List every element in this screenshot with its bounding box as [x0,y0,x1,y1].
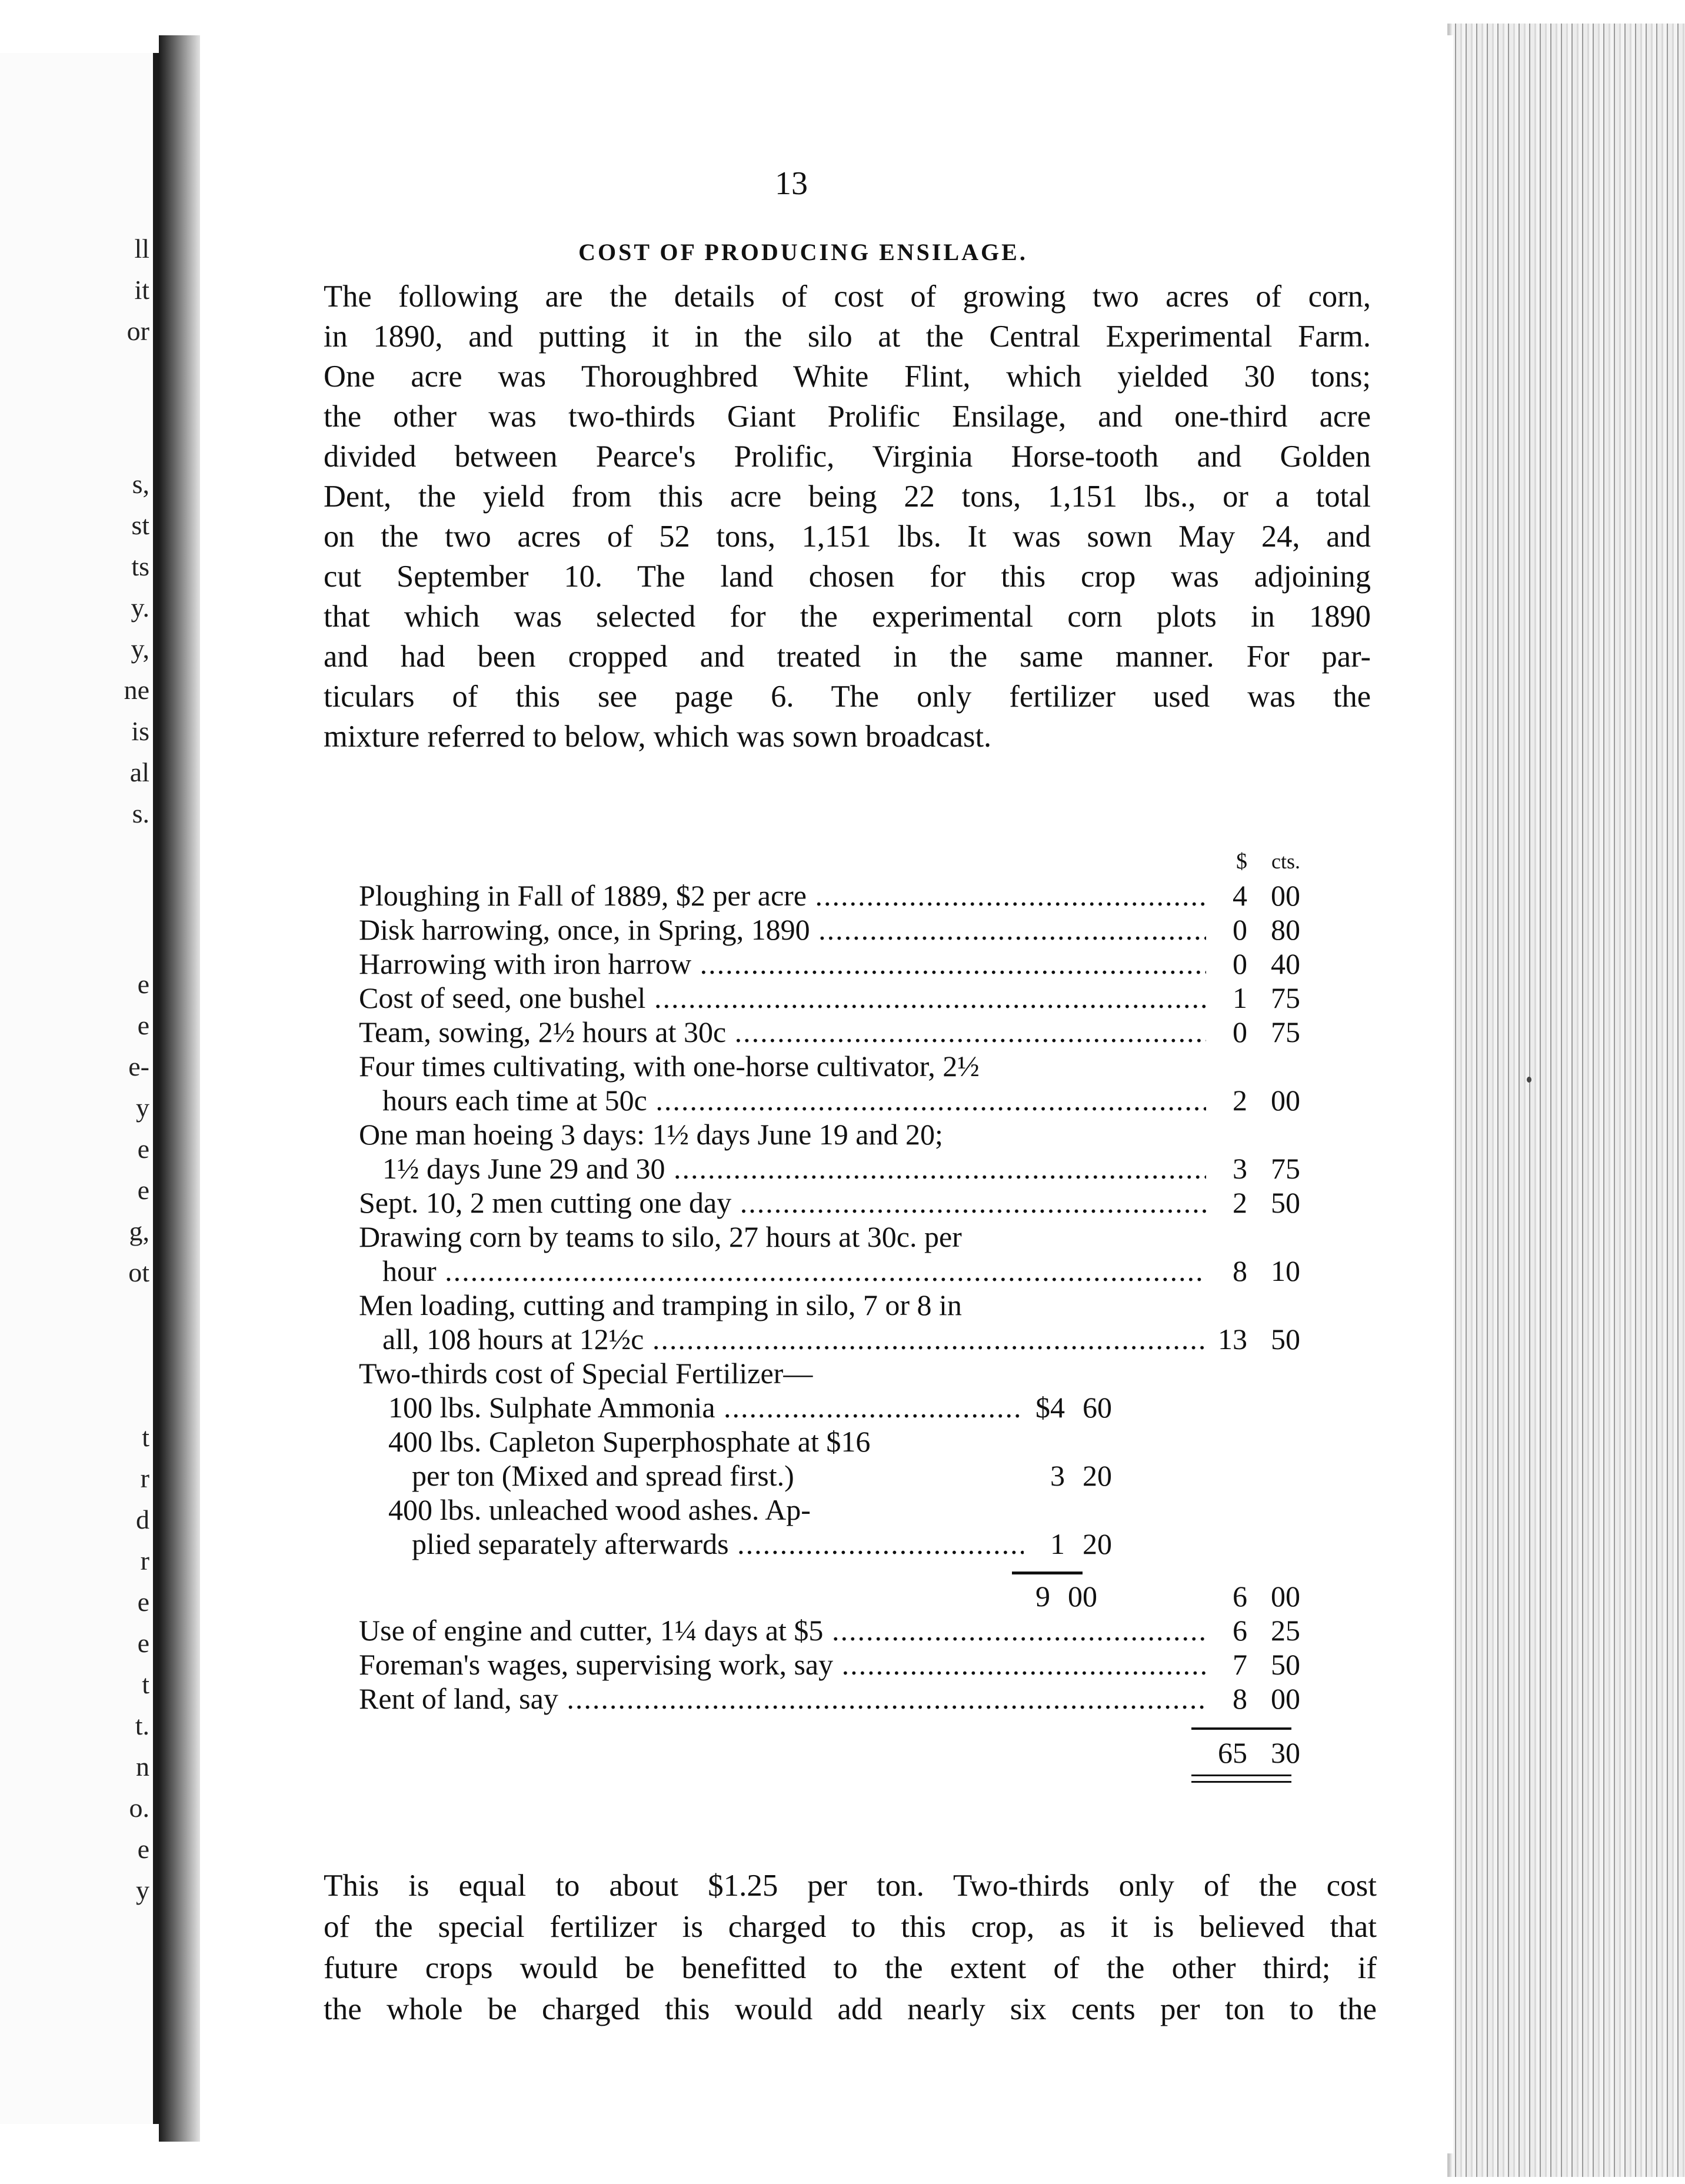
facing-page-fragment: ll [134,234,149,264]
fertilizer-subtotal-row [359,1579,1300,1613]
cost-cents: 10 [1271,1254,1300,1287]
page-edges [1447,24,1685,2177]
total-dollars: 65 [1218,1736,1247,1769]
cents-header: cts. [1271,850,1300,873]
facing-page-fragment: y [136,1093,149,1123]
fertilizer-description: 400 lbs. Capleton Superphosphate at $16 [388,1425,871,1458]
fertilizer-subtotal-dollars: 9 [1035,1580,1050,1613]
facing-page-fragment: t [142,1422,149,1452]
facing-page-fragment: e [137,1628,149,1658]
facing-page-fragment: g, [129,1216,149,1246]
facing-page-fragment: is [131,716,149,746]
fertilizer-heading-row [359,1356,1300,1390]
cost-description: Men loading, cutting and tramping in silo, 7 or 8 in [359,1289,962,1321]
fertilizer-dollars: $4 [1035,1391,1065,1424]
fertilizer-row-first-line [388,1424,1112,1459]
cost-row [359,913,1300,947]
total-cents: 30 [1271,1736,1300,1769]
facing-page-fragment: n [136,1752,149,1782]
intro-line: mixture referred to below, which was sown broadcast. [324,720,992,754]
cost-cents: 50 [1271,1323,1300,1356]
cost-description: Harrowing with iron harrow ..... [359,947,1206,981]
fertilizer-cents: 60 [1083,1391,1112,1424]
fertilizer-dollars: 1 [1050,1527,1065,1560]
cost-row [359,1151,1300,1186]
cost-dollars: 4 [1233,879,1247,912]
cost-description: Foreman's wages, supervising work, say ..... [359,1647,1206,1682]
cost-description: Cost of seed, one bushel ..... [359,981,1206,1015]
fertilizer-charged-cents: 00 [1271,1580,1300,1613]
fertilizer-dollars: 3 [1050,1459,1065,1492]
facing-page-fragment: y [136,1875,149,1905]
cost-cents: 75 [1271,1016,1300,1048]
cost-row [359,1186,1300,1220]
cost-description-continued: all, 108 hours at 12½c ..... [359,1322,1206,1356]
fertilizer-heading: Two-thirds cost of Special Fertilizer— [359,1357,813,1390]
fertilizer-description-continued: per ton (Mixed and spread first.) [412,1459,794,1492]
facing-page-fragment: d [136,1504,149,1534]
facing-page-fragment: st [131,510,149,540]
cost-description: Sept. 10, 2 men cutting one day ..... [359,1186,1206,1220]
cost-dollars: 2 [1233,1186,1247,1219]
cost-dollars: 7 [1233,1648,1247,1681]
cost-cents: 50 [1271,1186,1300,1219]
intro-line: The following are the details of cost of growing two acres of corn, [324,279,1371,314]
facing-page-fragment: r [140,1463,149,1493]
intro-line: that which was selected for the experimental corn plots in 1890 [324,600,1371,634]
fertilizer-description: 400 lbs. unleached wood ashes. Ap- [388,1493,811,1526]
currency-header: $ [1236,849,1247,874]
facing-page-fragment: e [137,1834,149,1864]
facing-page-fragment: e [137,969,149,999]
cost-description: Rent of land, say ..... [359,1682,1206,1716]
cost-dollars: 13 [1218,1323,1247,1356]
cost-dollars: 6 [1233,1614,1247,1647]
cost-cents: 00 [1271,1084,1300,1117]
intro-paragraph [324,277,1371,757]
closing-line: future crops would be benefitted to the extent of the other third; if [324,1951,1377,1985]
cost-cents: 00 [1271,1682,1300,1715]
facing-page-fragment: ot [128,1257,149,1287]
intro-line: ticulars of this see page 6. The only fertilizer used was the [324,680,1371,714]
fertilizer-cents: 20 [1083,1459,1112,1492]
cost-dollars: 8 [1233,1254,1247,1287]
fertilizer-charged-dollars: 6 [1233,1580,1247,1613]
fertilizer-breakdown [388,1390,1112,1561]
cost-cents: 75 [1271,1152,1300,1185]
facing-page-fragment: or [126,316,149,346]
cost-row [359,1015,1300,1049]
cost-description: Ploughing in Fall of 1889, $2 per acre ..... [359,878,1206,913]
cost-row [359,947,1300,981]
cost-dollars: 3 [1233,1152,1247,1185]
book-page [200,35,1453,2153]
total-rule [1191,1727,1291,1730]
cost-dollars: 2 [1233,1084,1247,1117]
fertilizer-subtotal-cents: 00 [1068,1580,1097,1613]
cost-dollars: 8 [1233,1682,1247,1715]
fertilizer-row [388,1459,1112,1493]
cost-row-first-line [359,1220,1300,1254]
cost-row-first-line [359,1288,1300,1322]
intro-line: divided between Pearce's Prolific, Virginia Horse-tooth and Golden [324,440,1371,474]
section-heading: COST OF PRODUCING ENSILAGE. [578,239,1028,265]
facing-page-fragment: t. [135,1710,149,1740]
cost-dollars: 1 [1233,981,1247,1014]
cost-cents: 00 [1271,879,1300,912]
cost-description: One man hoeing 3 days: 1½ days June 19 and 20; [359,1118,943,1151]
intro-line: in 1890, and putting it in the silo at the Central Experimental Farm. [324,319,1371,354]
facing-page-fragment: t [142,1669,149,1699]
cost-row [359,1083,1300,1117]
facing-page-fragment: o. [129,1793,149,1823]
intro-line: Dent, the yield from this acre being 22 tons, 1,151 lbs., or a total [324,480,1371,514]
cost-description: Team, sowing, 2½ hours at 30c ..... [359,1015,1206,1049]
fertilizer-row-first-line [388,1493,1112,1527]
cost-row [359,1254,1300,1288]
cost-row [359,878,1300,913]
intro-line: the other was two-thirds Giant Prolific Ensilage, and one-third acre [324,399,1371,434]
facing-page-fragment: e [137,1175,149,1205]
facing-page-fragment: e [137,1134,149,1164]
fertilizer-row [388,1527,1112,1561]
cost-cents: 25 [1271,1614,1300,1647]
intro-line: on the two acres of 52 tons, 1,151 lbs. It was sown May 24, and [324,520,1371,554]
cost-dollars: 0 [1233,947,1247,980]
fertilizer-description-continued: plied separately afterwards ..... [388,1527,1024,1561]
cost-row [359,1322,1300,1356]
total-double-rule [1191,1774,1291,1783]
facing-page-fragment: ne [124,675,149,705]
cost-description-continued: 1½ days June 29 and 30 ..... [359,1151,1206,1186]
cost-description: Use of engine and cutter, 1¼ days at $5 ..... [359,1613,1206,1647]
cost-description: Drawing corn by teams to silo, 27 hours at 30c. per [359,1220,962,1253]
cost-table [359,844,1300,1783]
cost-row-first-line [359,1049,1300,1083]
cost-dollars: 0 [1233,1016,1247,1048]
cost-description-continued: hour ..... [359,1254,1206,1288]
cost-description: Four times cultivating, with one-horse cultivator, 2½ [359,1050,980,1083]
cost-row [359,981,1300,1015]
cost-cents: 50 [1271,1648,1300,1681]
cost-cents: 40 [1271,947,1300,980]
closing-line: This is equal to about $1.25 per ton. Two-thirds only of the cost [324,1869,1377,1903]
intro-line: cut September 10. The land chosen for this crop was adjoining [324,560,1371,594]
fertilizer-row [388,1390,1112,1424]
facing-page-fragment: al [129,757,149,787]
facing-page-fragment: s. [132,798,149,828]
cost-row [359,1613,1300,1647]
facing-page-fragment: e [137,1587,149,1617]
subtotal-rule [1012,1572,1083,1574]
ink-speck [1527,1077,1531,1083]
facing-page-fragment: it [134,275,149,305]
cost-row-first-line [359,1117,1300,1151]
closing-line: of the special fertilizer is charged to this crop, as it is believed that [324,1910,1377,1944]
cost-cents: 80 [1271,913,1300,946]
facing-page-fragment: r [140,1546,149,1576]
intro-line: and had been cropped and treated in the same manner. For par- [324,640,1371,674]
cost-table-header [359,844,1300,878]
cost-row [359,1682,1300,1716]
book-spine-shadow [159,35,206,2142]
facing-page-fragment: e- [128,1051,149,1081]
cost-description-continued: hours each time at 50c ..... [359,1083,1206,1117]
fertilizer-cents: 20 [1083,1527,1112,1560]
cost-row [359,1647,1300,1682]
total-row [359,1736,1300,1770]
closing-paragraph [324,1865,1377,2030]
cost-dollars: 0 [1233,913,1247,946]
facing-page-fragment: s, [132,469,149,499]
cost-description: Disk harrowing, once, in Spring, 1890 ..... [359,913,1206,947]
page-number: 13 [775,165,808,202]
cost-cents: 75 [1271,981,1300,1014]
facing-page-fragment: y, [131,634,149,664]
fertilizer-description: 100 lbs. Sulphate Ammonia ..... [388,1390,1024,1424]
facing-page [0,53,159,2124]
facing-page-fragment: e [137,1010,149,1040]
intro-line: One acre was Thoroughbred White Flint, which yielded 30 tons; [324,359,1371,394]
closing-line: the whole be charged this would add nearly six cents per ton to the [324,1992,1377,2026]
facing-page-fragment: y. [131,592,149,622]
facing-page-fragment: ts [131,551,149,581]
